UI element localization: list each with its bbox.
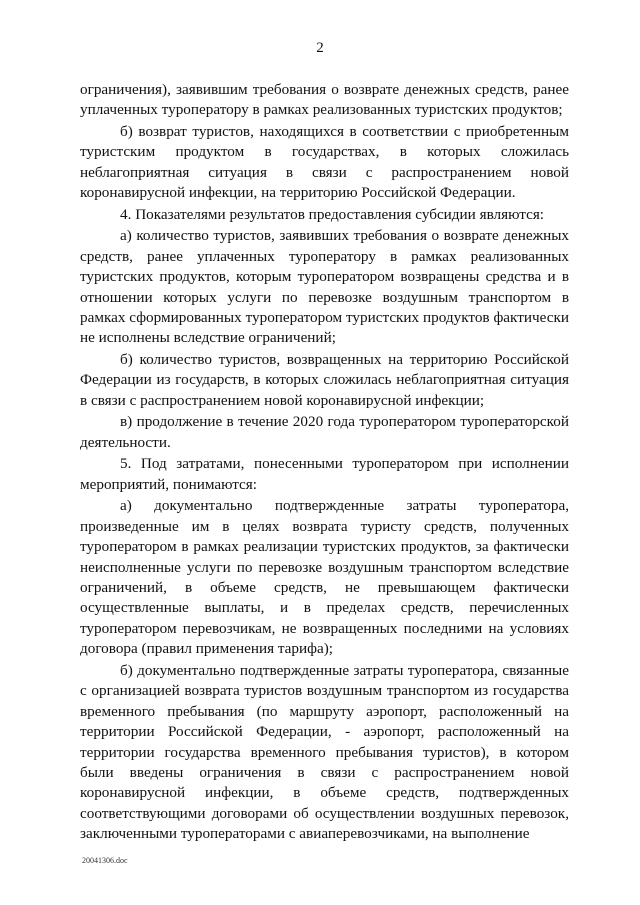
- paragraph-4b: б) количество туристов, возвращенных на территорию Российской Федерации из государств, в которых сложилась неблагоприятная ситуация в связи с распространением новой коронавирусной инфекции;: [80, 351, 569, 409]
- paragraph-4-heading: 4. Показателями результатов предоставления субсидии являются:: [120, 205, 545, 223]
- paragraph-5b: б) документально подтвержденные затраты туроператора, связанные с организацией возврата туристов воздушным транспортом из государства временного пребывания (по маршруту аэропорт, расположенный на территории Российской Федерации, - аэропорт, расположенный на территории государства временного пребывания туристов), в котором были введены ограничения в связи с распространением новой коронавирусной инфекции, в объеме средств, подтвержденных соответствующими договорами об осуществлении воздушных перевозок, заключенными туроператорами с авиаперевозчиками, на выполнение: [80, 661, 569, 843]
- paragraph-continuation: ограничения), заявившим требования о возврате денежных средств, ранее уплаченных туроператору в рамках реализованных туристских продуктов;: [80, 81, 569, 119]
- paragraph-4a: а) количество туристов, заявивших требования о возврате денежных средств, ранее уплаченных туроператору в рамках реализованных туристских продуктов, которым туроператором возвращены средства и в отношении которых услуги по перевозке воздушным транспортом в рамках сформированных туроператором туристских продуктов фактически не исполнены вследствие ограничений;: [80, 227, 569, 347]
- paragraph-5-heading: 5. Под затратами, понесенными туроператором при исполнении мероприятий, понимаются:: [80, 455, 569, 493]
- page-number: 2: [316, 40, 324, 56]
- document-body: [80, 80, 569, 846]
- footer-file-code: 20041306.doc: [82, 856, 128, 865]
- paragraph-4c: в) продолжение в течение 2020 года туроператором туроператорской деятельности.: [80, 413, 569, 451]
- paragraph-5a: а) документально подтвержденные затраты туроператора, произведенные им в целях возврата туристу средств, полученных туроператором в рамках реализации туристских продуктов, за фактически неисполненные услуги по перевозке воздушным транспортом вследствие ограничений, в объеме средств, не превышающем фактически осуществленные выплаты, и в пределах средств, перечисленных туроператором перевозчикам, не возвращенных последними на условиях договора (правил применения тарифа);: [80, 497, 569, 658]
- paragraph-3b: б) возврат туристов, находящихся в соответствии с приобретенным туристским продуктом в государствах, в которых сложилась неблагоприятная ситуация в связи с распространением новой коронавирусной инфекции, на территорию Российской Федерации.: [80, 123, 569, 202]
